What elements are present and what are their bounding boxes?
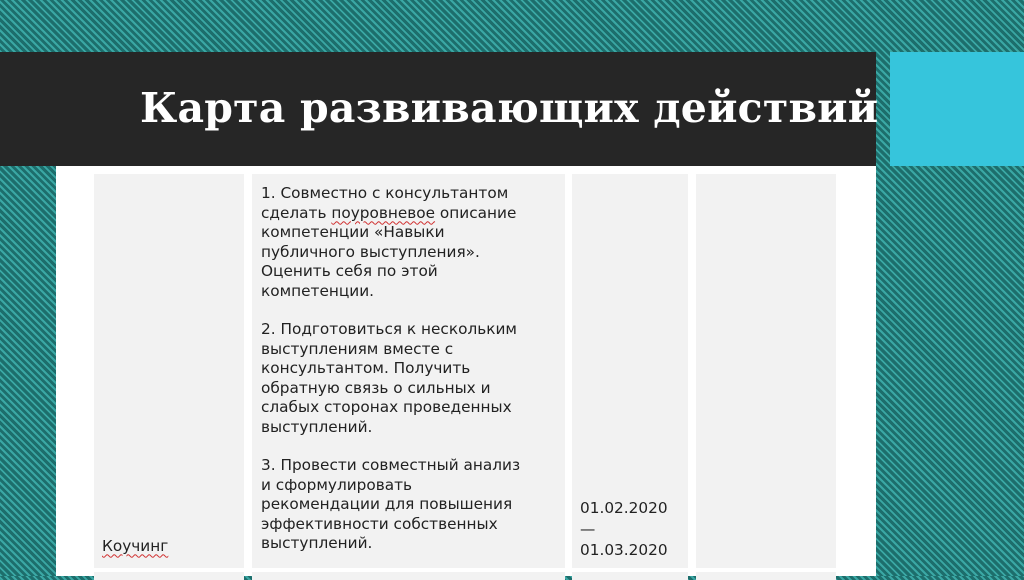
method-cell <box>94 174 244 568</box>
task-text: описание компетенции «Навыки публичного выступления». Оценить себя по этой компетенции. <box>261 203 517 300</box>
table-row-next-cell <box>572 572 688 580</box>
method-label: Коучинг <box>102 536 169 555</box>
accent-box <box>890 52 1024 166</box>
task-item: 3. Провести совместный анализ и сформулировать рекомендации для повышения эффективности собственных выступлений. <box>261 456 521 552</box>
table-row-next-cell <box>252 572 565 580</box>
task-item: 2. Подготовиться к нескольким выступлениям вместе с консультантом. Получить обратную связь о сильных и слабых сторонах проведенных выступлений. <box>261 320 517 436</box>
period-text: 01.02.2020 — 01.03.2020 <box>580 499 668 559</box>
slide-title: Карта развивающих действий <box>140 84 879 132</box>
table-row-next-cell <box>696 572 836 580</box>
tasks-cell <box>252 174 565 568</box>
table-row-next-cell <box>94 572 244 580</box>
status-cell <box>696 174 836 568</box>
period-cell <box>572 174 688 568</box>
task-text-marked: поуровневое <box>331 203 436 222</box>
task-item <box>261 184 565 301</box>
task-text: 1. Совместно с консультантом сделать <box>261 184 509 222</box>
